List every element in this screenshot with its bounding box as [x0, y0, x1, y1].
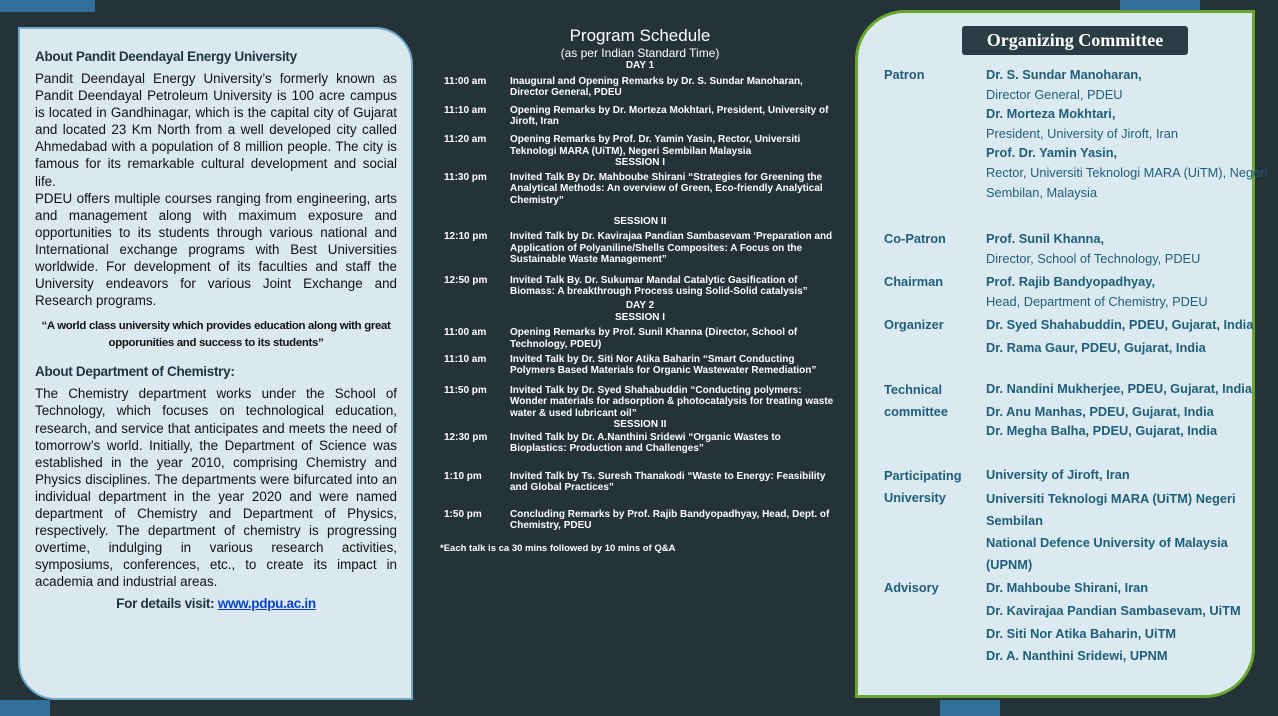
member-name: Dr. Mahboube Shirani, Iran	[986, 580, 1149, 595]
role-label: Co-Patron	[884, 231, 946, 246]
schedule-item	[440, 134, 840, 156]
schedule-text: Opening Remarks by Prof. Sunil Khanna (Director, School of Technology, PDEU)	[510, 327, 798, 350]
member-name: Dr. Kavirajaa Pandian Sambasevam, UiTM	[986, 602, 1241, 618]
schedule-time: 12:10 pm	[444, 231, 488, 243]
schedule-item	[440, 105, 840, 127]
session-1-label: SESSION I	[614, 311, 665, 323]
schedule-item	[440, 327, 840, 349]
schedule-time: 11:20 am	[444, 134, 487, 146]
schedule-text: Opening Remarks by Prof. Dr. Yamin Yasin, Rector, Universiti Teknologi MARA (UiTM), Negeri Sembilan Malaysia	[510, 134, 801, 157]
about-department-text: The Chemistry department works under the School of Technology, which focuses on technological education, research, and service that anticipates and meets the need of tomorrow’s world. Initially, the Department of Science was established in the year 2010, comprising Chemistry and Physics disciplines. The departments were bifurcated into an individual department in the year 2020 and were named department of Chemistry and Department of Physics, respectively. The department of chemistry is progressing overtime, indulging in various research activities, symposiums, conferences, etc., to create its impact in academia and industrial areas.	[35, 386, 397, 590]
about-university-text-2: PDEU offers multiple courses ranging from engineering, arts and management along with maximum exposure and opportunities to its students through various national and International exchange programs with Best Universities worldwide. For development of its faculties and staff the University endeavors for various Joint Exchange and Research programs.	[35, 190, 397, 309]
program-schedule	[440, 26, 840, 554]
about-panel	[18, 27, 413, 700]
schedule-text: Invited Talk by Dr. Syed Shahabuddin “Conducting polymers: Wonder materials for adsorption & photocatalysis for treating waste water & used lubricant oil”	[510, 385, 834, 419]
schedule-subtitle: (as per Indian Standard Time)	[560, 46, 720, 60]
schedule-item	[440, 172, 840, 206]
day-2-label: DAY 2	[625, 300, 655, 312]
schedule-item	[440, 231, 840, 265]
schedule-text: Invited Talk by Dr. Siti Nor Atika Baharin “Smart Conducting Polymers Based Materials for Organic Wastewater Remediation”	[510, 353, 817, 376]
session-2-label: SESSION II	[613, 418, 667, 430]
schedule-text: Invited Talk by Dr. A.Nanthini Sridewi “Organic Wastes to Bioplastics: Production and Challenges”	[510, 432, 781, 455]
schedule-time: 12:50 pm	[444, 274, 488, 286]
member-name: Dr. Nandini Mukherjee, PDEU, Gujarat, India	[986, 381, 1252, 396]
schedule-text: Invited Talk by Dr. Kavirajaa Pandian Sambasevam ‘Preparation and Application of Polyaniline/Shells Composites: A Focus on the Sustainable Waste Management”	[510, 231, 833, 265]
schedule-text: Invited Talk By Dr. Mahboube Shirani “Strategies for Greening the Analytical Methods: An overview of Green, Eco-friendly Analytical Chemistry”	[510, 172, 823, 206]
details-label: For details visit:	[116, 596, 218, 612]
schedule-time: 11:00 am	[444, 75, 487, 87]
schedule-time: 1:10 pm	[444, 470, 482, 482]
member-affiliation: President, University of Jiroft, Iran	[986, 125, 1179, 141]
schedule-item	[440, 76, 840, 98]
university-quote: “A world class university which provides education along with great opporunities and success to its students”	[41, 320, 391, 350]
schedule-item	[440, 385, 840, 419]
schedule-text: Opening Remarks by Dr. Morteza Mokhtari, President, University of Jiroft, Iran	[510, 104, 829, 128]
role-label: Advisory	[884, 580, 939, 595]
schedule-time: 11:10 am	[444, 353, 487, 365]
website-link[interactable]: www.pdpu.ac.in	[217, 596, 316, 612]
about-university-heading: About Pandit Deendayal Energy University	[35, 49, 297, 64]
schedule-item	[440, 354, 840, 376]
about-university-text-1: Pandit Deendayal Energy University’s formerly known as Pandit Deendayal Petroleum University is 100 acre campus is located in Gandhinagar, which is the capital city of Gujarat and located 23 Km North from a well developed city called Ahmedabad with a population of 8 million people. The city is famous for its remarkable cultural development and social life.	[35, 71, 397, 189]
member-name: Dr. Rama Gaur, PDEU, Gujarat, India	[986, 339, 1206, 355]
details-line	[35, 596, 397, 611]
schedule-item	[440, 471, 840, 493]
session-2-label: SESSION II	[613, 215, 667, 227]
member-name: Universiti Teknologi MARA (UiTM) Negeri Sembilan	[986, 490, 1236, 528]
schedule-time: 11:10 am	[444, 104, 487, 116]
member-name: Dr. S. Sundar Manoharan,	[986, 67, 1142, 82]
member-affiliation: Head, Department of Chemistry, PDEU	[986, 293, 1208, 309]
schedule-text: Concluding Remarks by Prof. Rajib Bandyopadhyay, Head, Dept. of Chemistry, PDEU	[510, 509, 830, 532]
member-name: Dr. Siti Nor Atika Baharin, UiTM	[986, 626, 1177, 642]
role-label: Organizer	[884, 317, 944, 332]
schedule-item	[440, 275, 840, 297]
schedule-time: 12:30 pm	[444, 432, 488, 444]
session-1-label: SESSION I	[614, 156, 665, 168]
schedule-item	[440, 509, 840, 531]
member-name: Dr. A. Nanthini Sridewi, UPNM	[986, 647, 1168, 663]
schedule-text: Invited Talk by Ts. Suresh Thanakodi “Waste to Energy: Feasibility and Global Practices”	[510, 470, 826, 493]
bg-stripe-top-left	[0, 0, 95, 12]
day-1-label: DAY 1	[625, 60, 655, 71]
schedule-time: 1:50 pm	[444, 509, 482, 521]
schedule-footnote: *Each talk is ca 30 mins followed by 10 mins of Q&A	[440, 543, 676, 555]
schedule-title: Program Schedule	[569, 26, 711, 45]
member-affiliation: Director General, PDEU	[986, 86, 1123, 102]
role-label: Technical committee	[884, 382, 949, 419]
schedule-item	[440, 432, 840, 454]
schedule-time: 11:00 am	[444, 327, 487, 339]
member-name: Dr. Morteza Mokhtari,	[986, 106, 1116, 122]
member-name: Prof. Sunil Khanna,	[986, 231, 1105, 246]
member-name: Dr. Syed Shahabuddin, PDEU, Gujarat, India	[986, 317, 1254, 332]
schedule-text: Invited Talk By. Dr. Sukumar Mandal Catalytic Gasification of Biomass: A breakthrough Process using Solid-Solid catalysis”	[510, 274, 808, 298]
bg-stripe-top-right	[1120, 0, 1200, 10]
bg-stripe-bottom-right	[940, 700, 1000, 716]
schedule-time: 11:30 pm	[444, 172, 487, 184]
member-name: Dr. Anu Manhas, PDEU, Gujarat, India	[986, 403, 1214, 419]
schedule-time: 11:50 pm	[444, 385, 487, 397]
role-label: Participating University	[884, 468, 962, 505]
member-name: University of Jiroft, Iran	[986, 467, 1130, 482]
committee-title: Organizing Committee	[962, 26, 1188, 55]
role-label: Chairman	[884, 274, 944, 289]
bg-stripe-bottom-left	[0, 700, 50, 716]
role-label: Patron	[884, 67, 925, 82]
member-name: Prof. Dr. Yamin Yasin,	[986, 145, 1118, 161]
member-name: Prof. Rajib Bandyopadhyay,	[986, 274, 1155, 289]
member-affiliation: Director, School of Technology, PDEU	[986, 250, 1201, 266]
member-name: Dr. Megha Balha, PDEU, Gujarat, India	[986, 423, 1218, 439]
member-affiliation: Rector, Universiti Teknologi MARA (UiTM), Negeri Sembilan, Malaysia	[986, 164, 1268, 200]
about-department-heading: About Department of Chemistry:	[35, 364, 235, 380]
member-name: National Defence University of Malaysia (UPNM)	[986, 534, 1228, 572]
schedule-text: Inaugural and Opening Remarks by Dr. S. Sundar Manoharan, Director General, PDEU	[510, 75, 803, 98]
